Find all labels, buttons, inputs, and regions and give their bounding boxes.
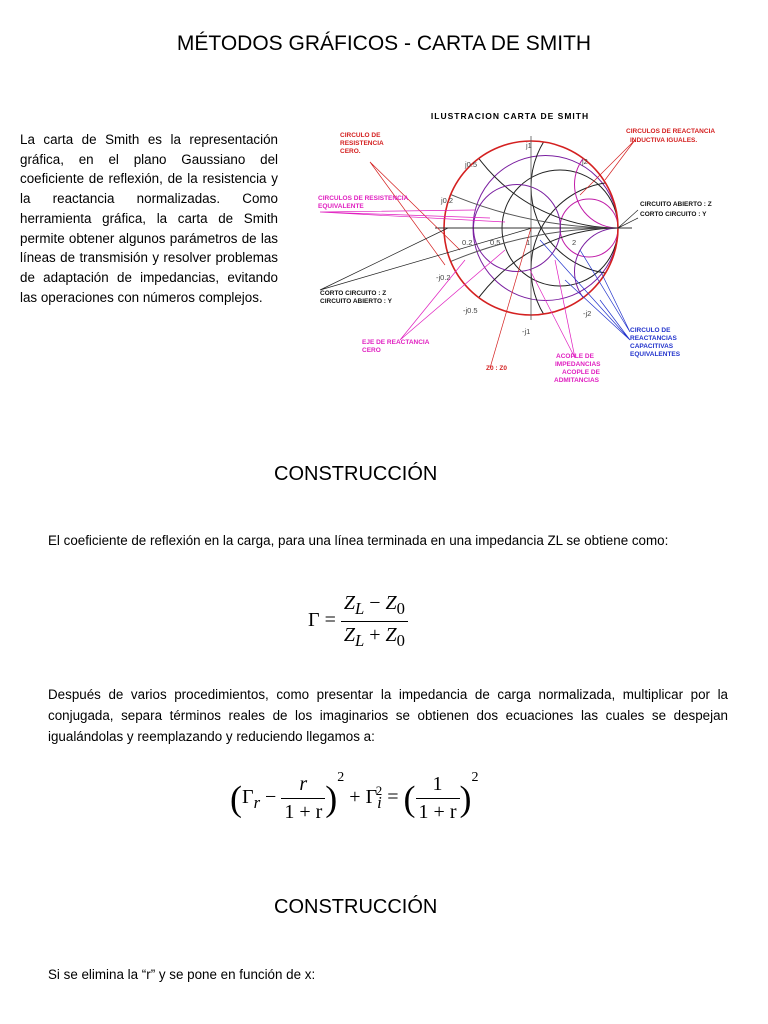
svg-text:j0.5: j0.5 xyxy=(465,160,478,169)
derivation-paragraph: Después de varios procedimientos, como presentar la impedancia de carga normalizada, multiplicar por la conjugada, separa términos reales de los imaginarios se obtienen dos ecuaciones las cuales se despejan igualándolas y reemplazando y reduciendo llegamos a: xyxy=(48,687,728,744)
label-circuito-abierto: CIRCUITO ABIERTO : Z CORTO CIRCUITO : Y xyxy=(640,201,712,218)
label-corto-circuito: CORTO CIRCUITO : Z CIRCUITO ABIERTO : Y xyxy=(320,290,392,305)
svg-text:-j2: -j2 xyxy=(583,309,592,318)
svg-text:-j0.5: -j0.5 xyxy=(463,306,478,315)
label-reactancias-capacitivas: CIRCULO DE REACTANCIAS CAPACITIVAS EQUIVALENTES xyxy=(630,327,681,358)
intro-paragraph: La carta de Smith es la representación gráfica, en el plano Gaussiano del coeficiente de reflexión, de la resistencia y la reactancia normalizadas. Como herramienta gráfica, la carta de Smith permite obtener algunos parámetros de las líneas de transmisión y resolver problemas de adaptación de impedancias, evitando las operaciones con números complejos. xyxy=(20,132,278,305)
page-title: MÉTODOS GRÁFICOS - CARTA DE SMITH xyxy=(176,32,592,55)
smith-chart-figure xyxy=(300,100,768,400)
section-2-paragraph: Si se elimina la “r” y se pone en función de x: xyxy=(48,967,316,982)
label-resistencia-equivalente: CIRCULOS DE RESISTENCIA EQUIVALENTE xyxy=(318,195,409,210)
section-heading-1: CONSTRUCCIÓN xyxy=(274,463,438,485)
section-1-paragraph: El coeficiente de reflexión en la carga, para una línea terminada en una impedancia ZL se obtiene como: xyxy=(48,533,669,548)
label-resistencia-cero: CIRCULO DE RESISTENCIA CERO. xyxy=(340,132,384,155)
svg-text:2: 2 xyxy=(572,238,577,247)
equation-resistance-circle: ($\Gamma_r$ − $\frac{r}{1 + r}$ )$^2 + \Gamma_i^2$ = ( $\frac{1}{1 + r}$ )$^2$ xyxy=(230,770,479,823)
svg-text:j2: j2 xyxy=(582,157,588,166)
label-eje-reactancia: EJE DE REACTANCIA CERO xyxy=(362,339,430,354)
svg-text:1: 1 xyxy=(526,238,531,247)
label-acople: ACOPLE DE IMPEDANCIAS ACOPLE DE ADMITANCIAS xyxy=(554,353,601,384)
svg-text:-j1: -j1 xyxy=(522,327,531,336)
figure-title: ILUSTRACION CARTA DE SMITH xyxy=(430,111,590,121)
svg-text:0.2: 0.2 xyxy=(462,238,473,247)
label-z0: Z0 : Z0 xyxy=(486,365,507,372)
svg-text:j0.2: j0.2 xyxy=(441,196,454,205)
svg-text:j1: j1 xyxy=(526,141,532,150)
equation-reflection-coefficient: Γ = $\frac{Z_L - Z_0}{Z_L + Z_0}$ xyxy=(308,592,408,651)
svg-text:-j0.2: -j0.2 xyxy=(436,273,451,282)
svg-text:0.5: 0.5 xyxy=(490,238,501,247)
section-heading-2: CONSTRUCCIÓN xyxy=(274,896,438,918)
label-reactancia-inductiva: CIRCULOS DE REACTANCIA INDUCTIVA IGUALES. xyxy=(626,128,715,144)
